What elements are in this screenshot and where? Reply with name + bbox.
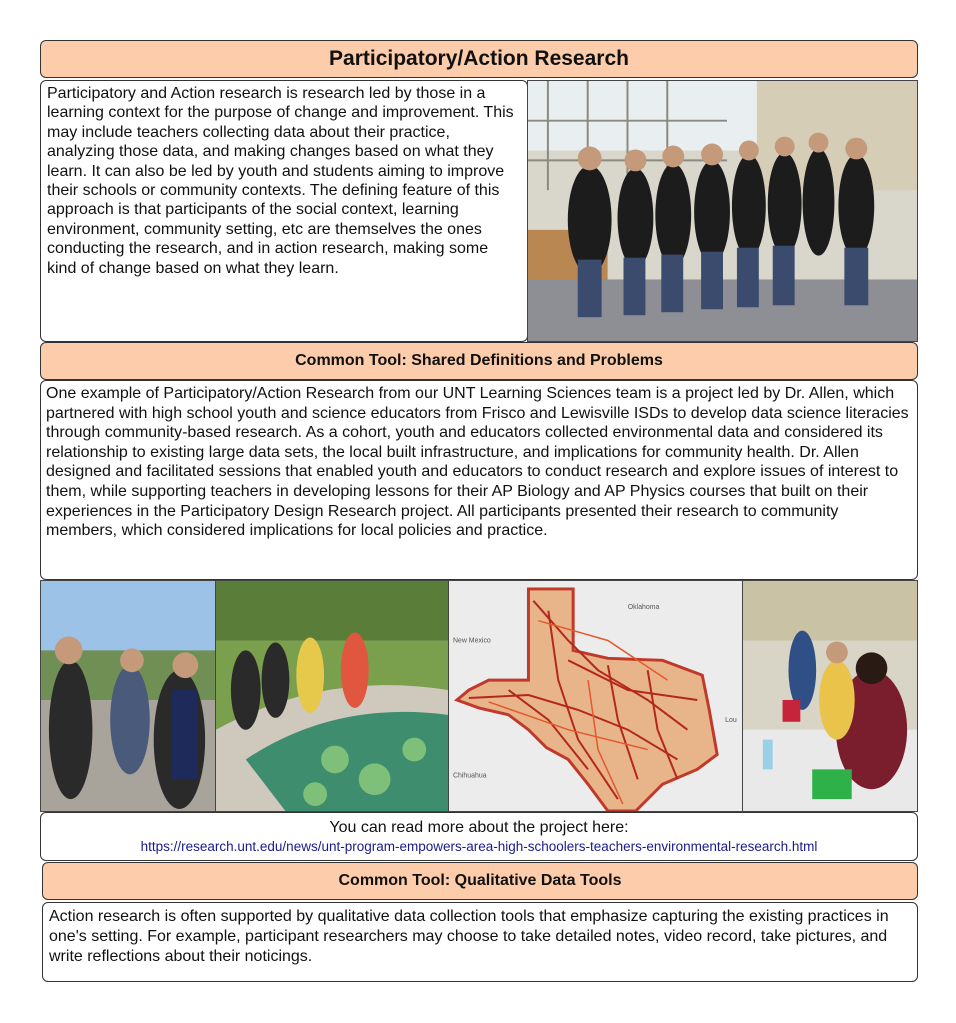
intro-paragraph: Participatory and Action research is research led by those in a learning context for the purpose of change and improvement. This may include teachers collecting data about their practice, analyzing those data, and making changes based on what they learn. It can also be led by youth and students aiming to improve their schools or community contexts. The defining feature of this approach is that participants of the social context, learning environment, community setting, etc are themselves the ones conducting the research, and in action research, making some kind of change based on what they learn. [47,85,514,277]
texas-map [448,580,743,812]
field-photo-phones [40,580,216,812]
page-title: Participatory/Action Research [329,47,629,70]
map-label-louisiana: Lou [725,716,737,724]
section-body-qualitative-tools [42,902,918,982]
field-photo-pond [215,580,449,812]
section-heading-shared-definitions [40,342,918,380]
link-box [40,812,918,861]
intro-text-box [40,80,528,342]
section-paragraph: One example of Participatory/Action Research from our UNT Learning Sciences team is a project led by Dr. Allen, which partnered with high school youth and science educators from Frisco and Lewisville ISDs to develop data science literacies through community-based research. As a cohort, youth and educators collected environmental data and considered its relationship to existing large data sets, the local built infrastructure, and implications for community health. Dr. Allen designed and facilitated sessions that enabled youth and educators to conduct research and explore issues of interest to them, while supporting teachers in developing lessons for their AP Biology and AP Physics courses that built on their experiences in the Participatory Design Research project. All participants presented their research to community members, which considered implications for local policies and practice. [46,385,909,540]
group-photo [527,80,918,342]
project-article-link[interactable]: https://research.unt.edu/news/unt-program-empowers-area-high-schoolers-teachers-environmental-research.html [140,839,818,854]
map-label-new-mexico: New Mexico [452,637,491,645]
section-body-shared-definitions [40,380,918,580]
link-lead-text: You can read more about the project here: [329,819,629,836]
section-heading-text: Common Tool: Qualitative Data Tools [338,872,622,889]
section-paragraph: Action research is often supported by qualitative data collection tools that emphasize capturing the existing practices in one's setting. For example, participant researchers may choose to take detailed notes, video record, take pictures, and write reflections about their noticings. [49,908,889,965]
lab-photo [742,580,918,812]
page-title-bar [40,40,918,78]
section-heading-text: Common Tool: Shared Definitions and Problems [295,352,663,369]
map-label-oklahoma: Oklahoma [627,603,660,611]
map-label-chihuahua: Chihuahua [452,772,487,780]
section-heading-qualitative-tools [42,862,918,900]
